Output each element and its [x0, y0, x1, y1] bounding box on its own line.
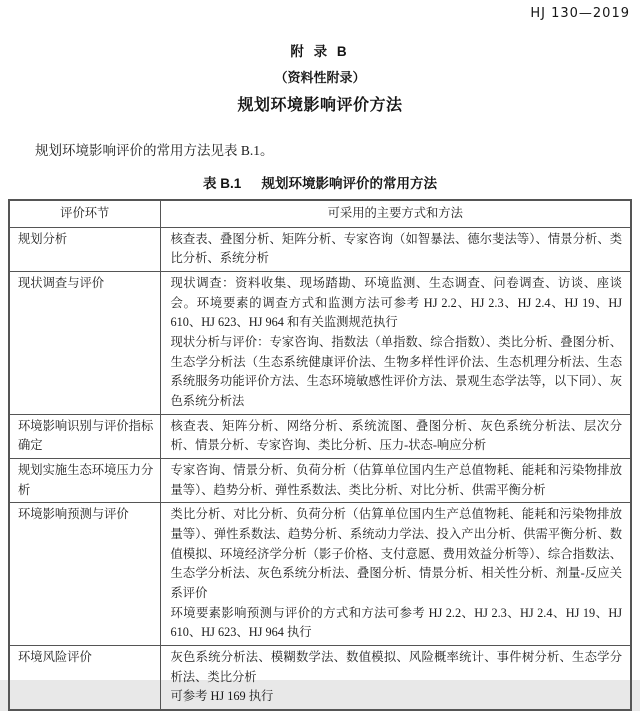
appendix-type: （资料性附录）: [274, 70, 366, 85]
doc-number: HJ 130—2019: [530, 6, 630, 21]
table-row: [9, 227, 631, 271]
stage-cell: 环境影响识别与评价指标确定: [9, 414, 160, 458]
method-paragraph: 核查表、叠图分析、矩阵分析、专家咨询（如智暴法、德尔斐法等）、情景分析、类比分析、系统分析: [170, 231, 622, 266]
stage-cell: 规划分析: [9, 227, 160, 271]
table-caption-label: 表 B.1: [202, 176, 242, 191]
methods-cell: [160, 646, 631, 711]
method-paragraph: 核查表、矩阵分析、网络分析、系统流图、叠图分析、灰色系统分析法、层次分析、情景分析、专家咨询、类比分析、压力-状态-响应分析: [170, 418, 622, 453]
table-caption: [8, 172, 632, 192]
table-header-row: [9, 200, 631, 227]
table-caption-title: 规划环境影响评价的常用方法: [261, 176, 437, 191]
stage-cell: 环境风险评价: [9, 646, 160, 711]
table-row: [9, 272, 631, 415]
methods-cell: [160, 227, 631, 271]
column-header-methods: 可采用的主要方式和方法: [160, 200, 631, 227]
methods-table: [8, 199, 632, 711]
methods-cell: [160, 459, 631, 503]
appendix-label: 附 录 B: [290, 44, 350, 59]
stage-cell: 环境影响预测与评价: [9, 503, 160, 646]
methods-cell: [160, 503, 631, 646]
methods-cell: [160, 414, 631, 458]
table-row: [9, 646, 631, 711]
method-paragraph: 专家咨询、情景分析、负荷分析（估算单位国内生产总值物耗、能耗和污染物排放量等）、趋势分析、弹性系数法、类比分析、对比分析、供需平衡分析: [170, 463, 622, 497]
intro-paragraph: 规划环境影响评价的常用方法见表 B.1。: [35, 143, 274, 158]
method-paragraph: 现状调查：资料收集、现场踏勘、环境监测、生态调查、问卷调查、访谈、座谈会。环境要素的调查方式和监测方法可参考 HJ 2.2、HJ 2.3、HJ 2.4、HJ 19、HJ 610、HJ 623、HJ 964 和有关监测规范执行: [170, 276, 622, 330]
method-paragraph: 现状分析与评价：专家咨询、指数法（单指数、综合指数）、类比分析、叠图分析、生态学分析法（生态系统健康评价法、生物多样性评价法、生态机理分析法、生态系统服务功能评价方法、生态环境敏感性评价方法、景观生态学法等，以下同）、灰色系统分析法: [170, 335, 622, 409]
stage-cell: 现状调查与评价: [9, 272, 160, 415]
table-row: [9, 414, 631, 458]
table-row: [9, 459, 631, 503]
appendix-heading: [8, 40, 632, 115]
appendix-title: 规划环境影响评价方法: [237, 97, 403, 114]
stage-cell: 规划实施生态环境压力分析: [9, 459, 160, 503]
column-header-stage: 评价环节: [9, 200, 160, 227]
method-paragraph: 可参考 HJ 169 执行: [170, 689, 274, 704]
method-paragraph: 灰色系统分析法、模糊数学法、数值模拟、风险概率统计、事件树分析、生态学分析法、类比分析: [170, 650, 622, 684]
table-body: [9, 227, 631, 710]
table-row: [9, 503, 631, 646]
methods-cell: [160, 272, 631, 415]
method-paragraph: 环境要素影响预测与评价的方式和方法可参考 HJ 2.2、HJ 2.3、HJ 2.4、HJ 19、HJ 610、HJ 623、HJ 964 执行: [170, 605, 622, 640]
method-paragraph: 类比分析、对比分析、负荷分析（估算单位国内生产总值物耗、能耗和污染物排放量等）、弹性系数法、趋势分析、系统动力学法、投入产出分析、供需平衡分析、数值模拟、环境经济学分析（影子价格、支付意愿、费用效益分析等）、综合指数法、生态学分析法、灰色系统分析法、叠图分析、情景分析、相关性分析、剂量-反应关系评价: [170, 507, 622, 601]
